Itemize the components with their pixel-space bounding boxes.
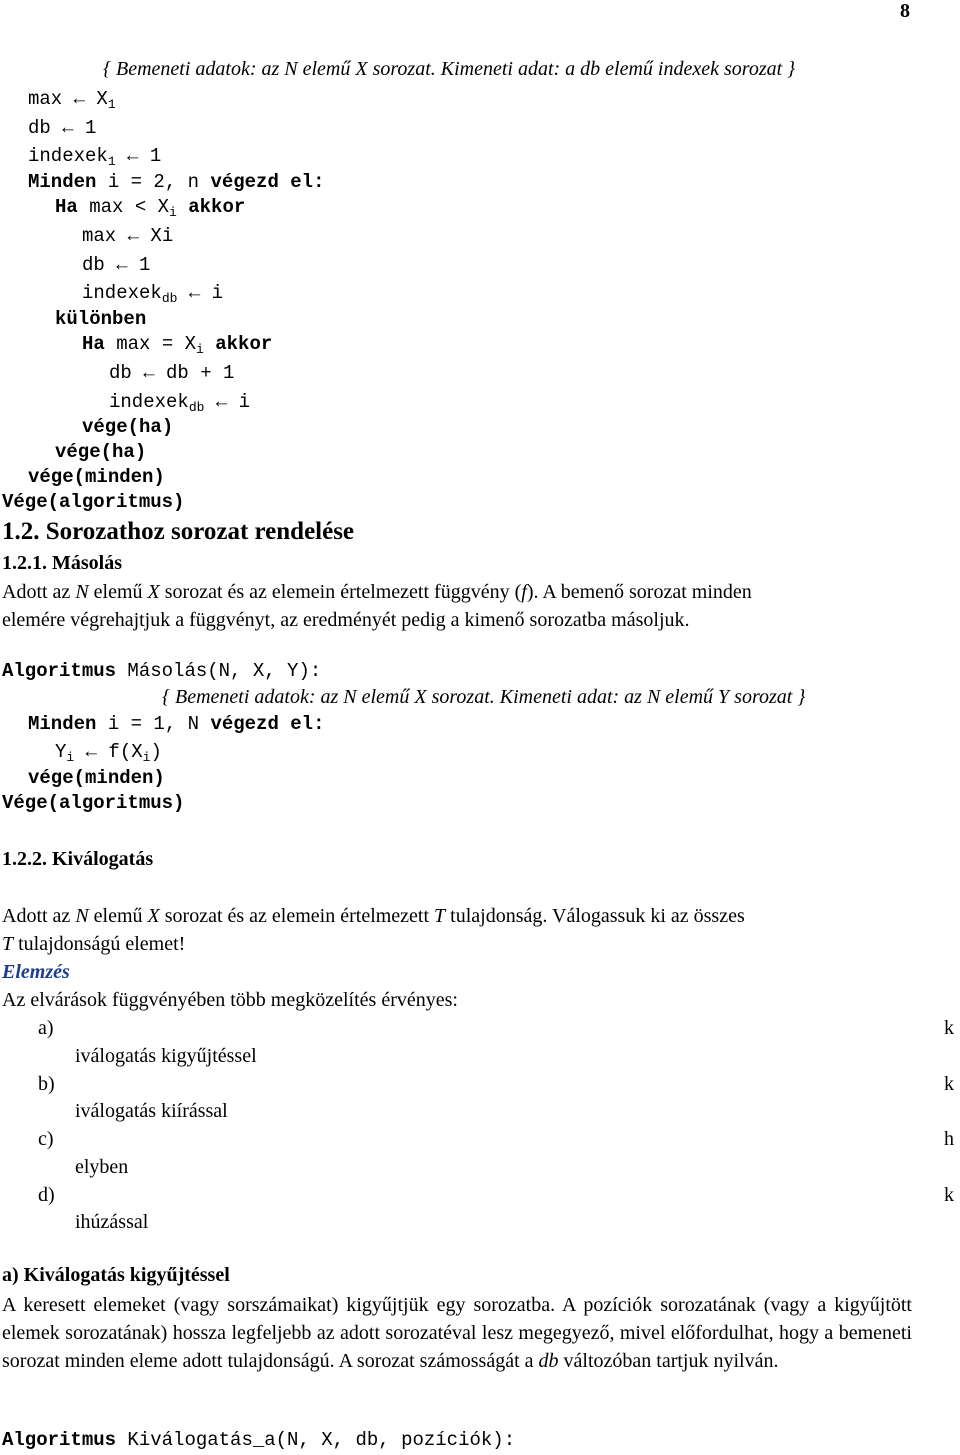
algorithm-comment: { Bemeneti adatok: az N elemű X sorozat. Kimeneti adat: a db elemű indexek sorozat } xyxy=(103,58,796,80)
left-arrow-icon: ← xyxy=(85,741,98,763)
subsection-heading: a) Kiválogatás kigyűjtéssel xyxy=(2,1264,230,1286)
paragraph: A keresett elemeket (vagy sorszámaikat) kigyűjtjük egy sorozatba. A pozíciók sorozatának (vagy a kigyűjtött elemek sorozatának) hossza legfeljebb az adott sorozatéval lesz megegyező, mivel előfordulhat, hogy a bemeneti sorozat minden eleme adott tulajdonságú. A sorozat számosságát a db változóban tartjuk nyilván. xyxy=(2,1294,912,1372)
code-line: Vége(algoritmus) xyxy=(2,792,185,814)
algorithm-signature: Algoritmus Másolás(N, X, Y): xyxy=(2,660,322,682)
left-arrow-icon: ← xyxy=(62,117,74,139)
list-item-label: d) xyxy=(38,1184,55,1206)
code-line: db ← db + 1 xyxy=(109,362,235,384)
paragraph-line: T tulajdonságú elemet! xyxy=(2,933,186,955)
code-line: max ← $X_1$ xyxy=(28,88,116,112)
paragraph-line: Az elvárások függvényében több megközelítés érvényes: xyxy=(2,989,458,1011)
code-line: $Y_i$ ← $f(X_i)$ xyxy=(55,741,162,765)
code-line: vége(ha) xyxy=(55,441,147,463)
code-line: max ← Xi xyxy=(82,225,174,247)
left-arrow-icon: ← xyxy=(188,282,201,304)
code-line: vége(minden) xyxy=(28,466,165,488)
code-line: indexek$_{db}$ ← i xyxy=(82,282,224,306)
page-number: 8 xyxy=(900,0,910,22)
left-arrow-icon: ← xyxy=(215,391,228,413)
paragraph-line: elemére végrehajtjuk a függvényt, az eredményét pedig a kimenő sorozatba másoljuk. xyxy=(2,609,690,631)
list-item-text: ihúzással xyxy=(75,1211,149,1233)
left-arrow-icon: ← xyxy=(127,145,139,167)
list-item-text: elyben xyxy=(75,1156,129,1178)
code-line: Ha $\max < X_i$ akkor xyxy=(55,196,246,220)
code-line: Vége(algoritmus) xyxy=(2,491,185,513)
list-item-text: iválogatás kiírással xyxy=(75,1100,228,1122)
code-line: különben xyxy=(55,308,147,330)
code-line: indexek$_{db}$ ← i xyxy=(109,391,251,415)
list-item-label: c) xyxy=(38,1128,54,1150)
code-line: db ← 1 xyxy=(28,117,97,139)
left-arrow-icon: ← xyxy=(116,254,128,276)
code-line: Minden i = 1, N végezd el: xyxy=(28,713,325,735)
code-line: Ha $\max = X_i$ akkor xyxy=(82,333,273,357)
left-arrow-icon: ← xyxy=(127,225,140,247)
left-arrow-icon: ← xyxy=(73,88,86,110)
section-heading: 1.2. Sorozathoz sorozat rendelése xyxy=(2,518,355,545)
code-line: vége(ha) xyxy=(82,416,174,438)
code-line: db ← 1 xyxy=(82,254,151,276)
code-line: indexek$_1$ ← 1 xyxy=(28,145,162,169)
algorithm-comment: { Bemeneti adatok: az N elemű X sorozat. Kimeneti adat: az N elemű Y sorozat } xyxy=(162,686,806,708)
list-item-label: a) xyxy=(38,1017,54,1039)
left-arrow-icon: ← xyxy=(143,362,155,384)
subsection-heading: 1.2.2. Kiválogatás xyxy=(2,848,154,870)
list-item-letter: k xyxy=(944,1017,954,1039)
list-item-text: iválogatás kigyűjtéssel xyxy=(75,1045,257,1067)
list-item-letter: k xyxy=(944,1184,954,1206)
code-line: vége(minden) xyxy=(28,767,165,789)
elemzes-heading: Elemzés xyxy=(2,961,70,983)
subsection-heading: 1.2.1. Másolás xyxy=(2,552,122,574)
list-item-letter: h xyxy=(944,1128,954,1150)
algorithm-signature: Algoritmus Kiválogatás_a(N, X, db, pozíciók): xyxy=(2,1429,516,1451)
list-item-letter: k xyxy=(944,1073,954,1095)
list-item-label: b) xyxy=(38,1073,55,1095)
code-line: Minden i = 2, n végezd el: xyxy=(28,171,325,193)
paragraph-line: Adott az N elemű X sorozat és az elemein értelmezett T tulajdonság. Válogassuk ki az összes xyxy=(2,905,745,927)
paragraph-line: Adott az N elemű X sorozat és az elemein értelmezett függvény (f). A bemenő sorozat minden xyxy=(2,581,752,603)
